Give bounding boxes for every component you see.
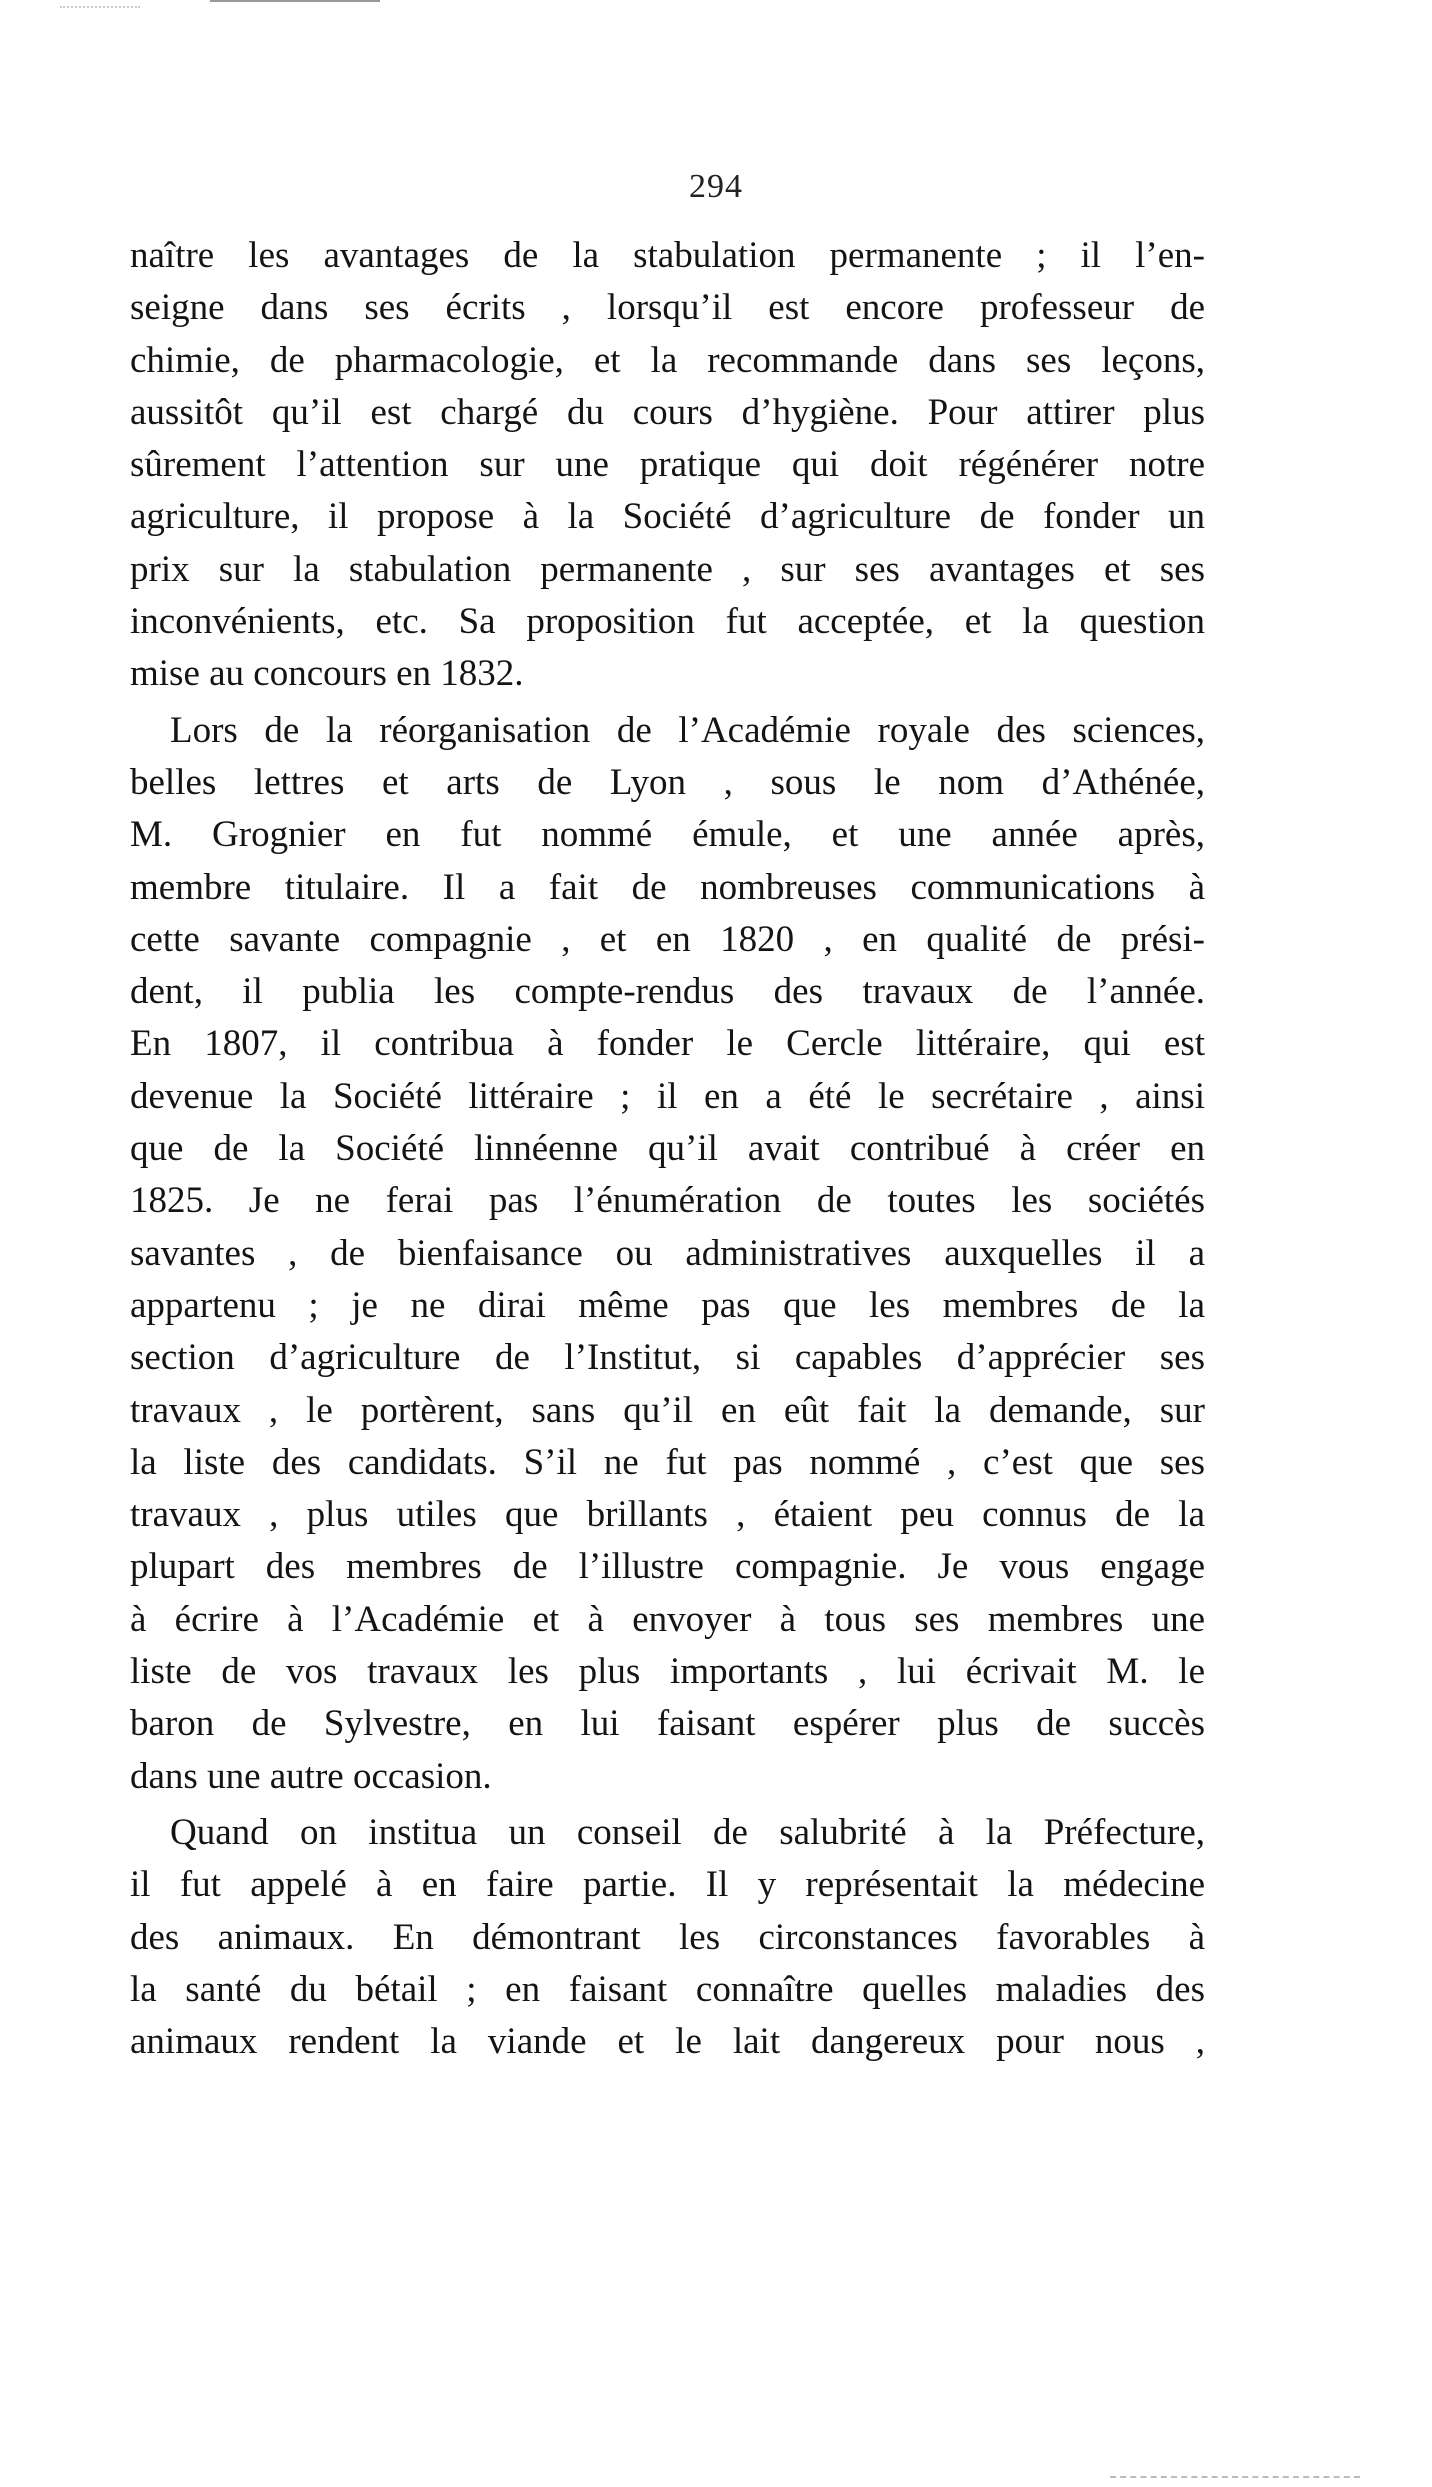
text-line: appartenu ; je ne dirai même pas que les membres de la — [130, 1284, 1205, 1326]
text-line: baron de Sylvestre, en lui faisant espérer plus de succès — [130, 1703, 1205, 1745]
body-text — [130, 230, 1205, 2068]
text-line: aussitôt qu’il est chargé du cours d’hygiène. Pour attirer plus — [130, 391, 1205, 433]
text-line: Lors de la réorganisation de l’Académie royale des sciences, — [170, 709, 1205, 751]
text-line: devenue la Société littéraire ; il en a été le secrétaire , ainsi — [130, 1075, 1205, 1117]
text-line: il fut appelé à en faire partie. Il y représentait la médecine — [130, 1864, 1205, 1906]
text-line: dans une autre occasion. — [130, 1755, 492, 1797]
text-line: des animaux. En démontrant les circonstances favorables à — [130, 1916, 1205, 1958]
top-rule — [210, 0, 380, 2]
text-line: travaux , le portèrent, sans qu’il en eût fait la demande, sur — [130, 1389, 1205, 1431]
paragraph-2 — [130, 705, 1205, 1803]
text-line: cette savante compagnie , et en 1820 , en qualité de prési- — [130, 918, 1205, 960]
text-line: agriculture, il propose à la Société d’agriculture de fonder un — [130, 496, 1205, 538]
text-line: prix sur la stabulation permanente , sur ses avantages et ses — [130, 548, 1205, 590]
paragraph-1 — [130, 230, 1205, 701]
text-line: plupart des membres de l’illustre compagnie. Je vous engage — [130, 1546, 1205, 1588]
text-line: travaux , plus utiles que brillants , étaient peu connus de la — [130, 1494, 1205, 1536]
text-line: savantes , de bienfaisance ou administratives auxquelles il a — [130, 1232, 1205, 1274]
text-line: seigne dans ses écrits , lorsqu’il est encore professeur de — [130, 287, 1205, 329]
text-line: animaux rendent la viande et le lait dangereux pour nous , — [130, 2021, 1205, 2063]
paragraph-3 — [130, 1807, 1205, 2068]
text-line: section d’agriculture de l’Institut, si capables d’apprécier ses — [130, 1337, 1205, 1379]
text-line: M. Grognier en fut nommé émule, et une année après, — [130, 814, 1205, 856]
text-line: naître les avantages de la stabulation permanente ; il l’en- — [130, 235, 1205, 276]
page-number: 294 — [689, 168, 743, 205]
text-line: Quand on institua un conseil de salubrité à la Préfecture, — [170, 1811, 1205, 1853]
text-line: liste de vos travaux les plus importants , lui écrivait M. le — [130, 1651, 1205, 1693]
text-line: la liste des candidats. S’il ne fut pas nommé , c’est que ses — [130, 1441, 1205, 1483]
text-line: chimie, de pharmacologie, et la recommande dans ses leçons, — [130, 339, 1205, 381]
text-line: membre titulaire. Il a fait de nombreuses communications à — [130, 866, 1205, 908]
text-line: que de la Société linnéenne qu’il avait contribué à créer en — [130, 1128, 1205, 1170]
text-line: En 1807, il contribua à fonder le Cercle littéraire, qui est — [130, 1023, 1205, 1065]
scan-speckle-bottom — [1110, 2476, 1360, 2480]
scan-speckle-top — [60, 6, 140, 10]
text-line: la santé du bétail ; en faisant connaître quelles maladies des — [130, 1968, 1205, 2010]
text-line: mise au concours en 1832. — [130, 653, 524, 695]
text-line: sûrement l’attention sur une pratique qui doit régénérer notre — [130, 444, 1205, 486]
text-line: à écrire à l’Académie et à envoyer à tous ses membres une — [130, 1598, 1205, 1640]
text-line: dent, il publia les compte-rendus des travaux de l’année. — [130, 971, 1205, 1013]
text-line: inconvénients, etc. Sa proposition fut acceptée, et la question — [130, 601, 1205, 643]
text-line: belles lettres et arts de Lyon , sous le nom d’Athénée, — [130, 761, 1205, 803]
text-line: 1825. Je ne ferai pas l’énumération de toutes les sociétés — [130, 1180, 1205, 1222]
